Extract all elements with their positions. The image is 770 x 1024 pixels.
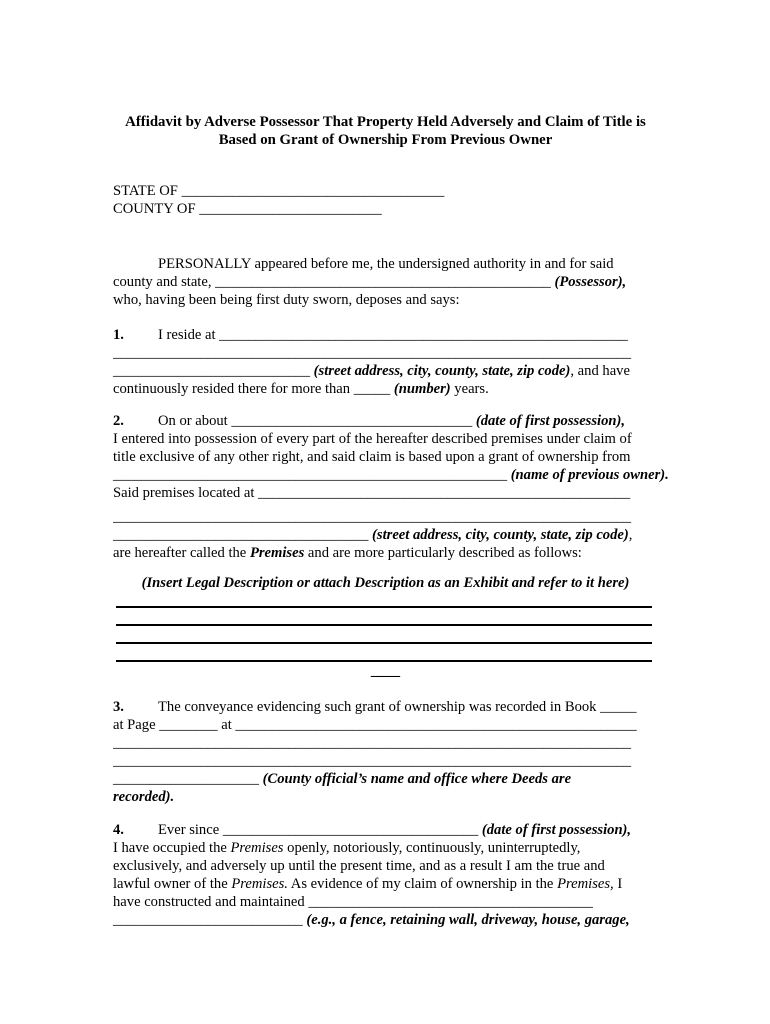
p3-number: 3. <box>113 699 124 715</box>
page-field[interactable]: at Page ________ at _______________________________________________________ <box>113 717 637 733</box>
possessor-label: (Possessor), <box>554 274 627 290</box>
county-official-label-cont: recorded). <box>113 789 175 805</box>
legal-description-line-3[interactable] <box>116 642 652 644</box>
p4-line-4a: lawful owner of the <box>113 876 228 892</box>
p2-number: 2. <box>113 413 124 429</box>
premises-location-line-3[interactable]: ___________________________________ <box>113 527 369 543</box>
premises-location-field[interactable]: Said premises located at ___________________________________________________ <box>113 485 631 501</box>
venue-block <box>113 182 658 218</box>
legal-description-short-line[interactable]: ____ <box>370 663 401 679</box>
paragraph-4 <box>113 821 658 929</box>
first-possession-date-field[interactable]: On or about _________________________________ <box>158 413 473 429</box>
p1-number: 1. <box>113 327 124 343</box>
residence-field[interactable]: I reside at ________________________________________________________ <box>158 327 628 343</box>
improvements-field[interactable]: have constructed and maintained _______________________________________ <box>113 894 593 910</box>
number-label: (number) <box>393 381 451 397</box>
legal-description-instruction: (Insert Legal Description or attach Description as an Exhibit and refer to it here) <box>141 575 630 591</box>
possessor-field[interactable]: county and state, ______________________________________________ <box>113 274 551 290</box>
premises-location-line-2[interactable]: _______________________________________________________________________ <box>113 509 632 525</box>
title-line-1: Affidavit by Adverse Possessor That Property Held Adversely and Claim of Title is <box>125 114 646 130</box>
legal-description-line-2[interactable] <box>116 624 652 626</box>
p4-premises-term-3: Premises, <box>557 876 614 892</box>
p2-comma: , <box>628 527 633 543</box>
p4-premises-term: Premises <box>230 840 284 856</box>
residence-field-line-3[interactable]: ___________________________ <box>113 363 311 379</box>
p1-tail: , and have <box>570 363 630 379</box>
years-field[interactable]: continuously resided there for more than _____ <box>113 381 391 397</box>
p2-line-8b: and are more particularly described as follows: <box>307 545 582 561</box>
recording-line-4[interactable]: _______________________________________________________________________ <box>113 753 632 769</box>
p4-line-4b: As evidence of my claim of ownership in the <box>290 876 554 892</box>
improvements-field-line-2[interactable]: __________________________ <box>113 912 303 928</box>
p4-premises-term-2: Premises. <box>231 876 288 892</box>
premises-term: Premises <box>249 545 305 561</box>
p2-line-8a: are hereafter called the <box>113 545 247 561</box>
paragraph-3 <box>113 698 658 806</box>
paragraph-2 <box>113 412 669 562</box>
intro-line-2 <box>113 273 658 291</box>
since-date-field[interactable]: Ever since ___________________________________ <box>158 822 479 838</box>
paragraph-1 <box>113 326 658 398</box>
book-field[interactable]: The conveyance evidencing such grant of ownership was recorded in Book _____ <box>158 699 637 715</box>
intro-line-3: who, having been being first duty sworn, deposes and says: <box>113 292 460 308</box>
document-title <box>113 113 658 149</box>
p2-line-3: title exclusive of any other right, and said claim is based upon a grant of ownership from <box>113 449 631 465</box>
premises-address-label: (street address, city, county, state, zip code) <box>372 527 629 543</box>
residence-field-line-2[interactable]: _______________________________________________________________________ <box>113 345 632 361</box>
county-official-field[interactable]: ____________________ <box>113 771 259 787</box>
street-address-label: (street address, city, county, state, zip code) <box>313 363 571 379</box>
previous-owner-label: (name of previous owner). <box>510 467 669 483</box>
improvements-label: (e.g., a fence, retaining wall, driveway, house, garage, <box>306 912 630 928</box>
county-official-label: (County official’s name and office where Deeds are <box>262 771 572 787</box>
title-line-2: Based on Grant of Ownership From Previous Owner <box>218 132 553 148</box>
legal-description-line-1[interactable] <box>116 606 652 608</box>
p4-line-2b: openly, notoriously, continuously, uninterruptedly, <box>287 840 581 856</box>
recording-line-3[interactable]: _______________________________________________________________________ <box>113 735 632 751</box>
p4-line-2a: I have occupied the <box>113 840 227 856</box>
p4-date-label: (date of first possession), <box>481 822 632 838</box>
date-first-possession-label: (date of first possession), <box>475 413 626 429</box>
years-word: years. <box>454 381 489 397</box>
state-of-field[interactable]: STATE OF ____________________________________ <box>113 183 445 199</box>
p4-line-4c: I <box>617 876 623 892</box>
p2-line-2: I entered into possession of every part of the hereafter described premises under claim of <box>113 431 632 447</box>
intro-line-1: PERSONALLY appeared before me, the undersigned authority in and for said <box>158 256 614 272</box>
p4-number: 4. <box>113 822 124 838</box>
previous-owner-field[interactable]: ______________________________________________________ <box>113 467 508 483</box>
intro-paragraph <box>113 255 658 309</box>
county-of-field[interactable]: COUNTY OF _________________________ <box>113 201 382 217</box>
p4-line-3: exclusively, and adversely up until the present time, and as a result I am the true and <box>113 858 605 874</box>
